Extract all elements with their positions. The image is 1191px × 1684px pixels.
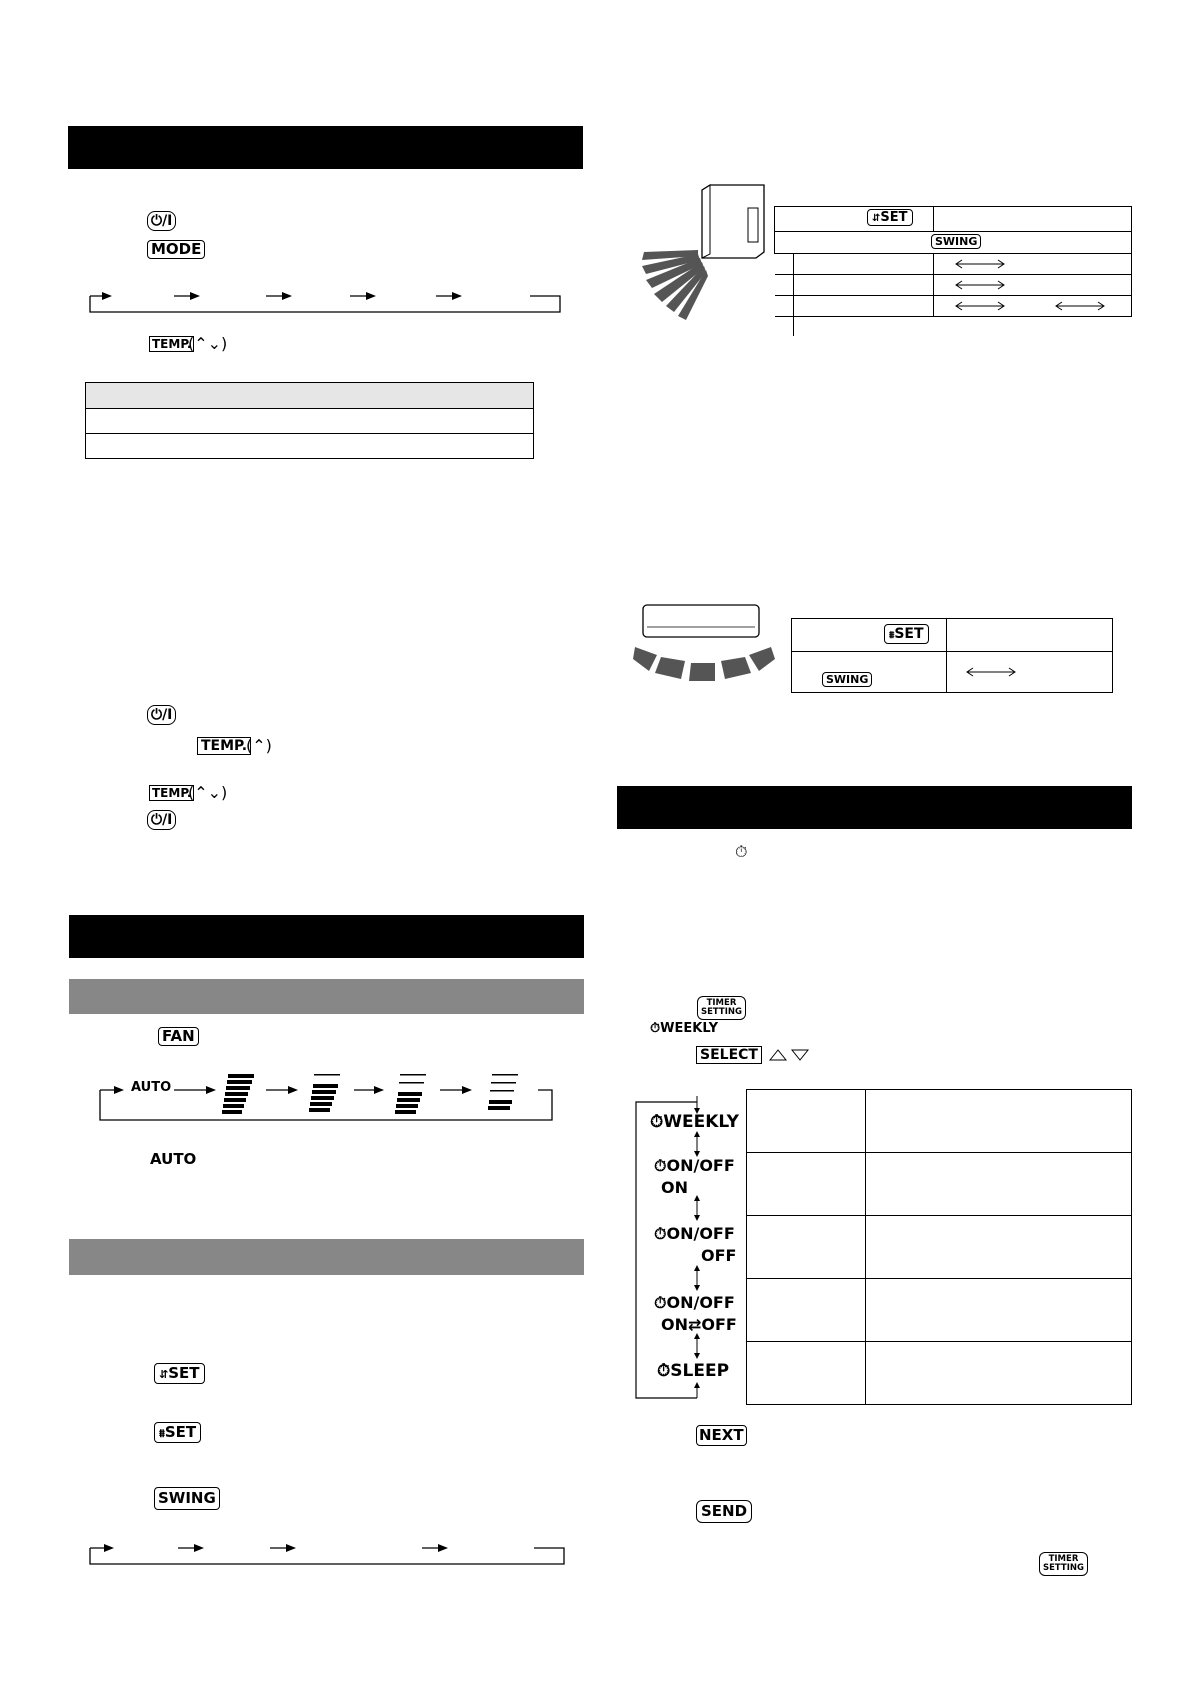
temp-up-down-icon-2: (⌃⌄)	[188, 783, 228, 802]
timer-icon: ⏱	[654, 1156, 667, 1175]
timer-mode-off-sub: OFF	[701, 1246, 737, 1265]
fan-level-low-icon	[488, 1074, 518, 1110]
power-key-3: ⏻/I	[147, 810, 176, 830]
timer-icon: ⏱	[654, 1224, 667, 1243]
fan-level-medium-icon	[395, 1074, 426, 1114]
timer-mode-off: ⏱ON/OFF	[654, 1224, 735, 1243]
fan-key: FAN	[158, 1027, 199, 1046]
vertical-set-key: ⇵SET	[154, 1363, 205, 1384]
section-header-timer	[617, 786, 1132, 829]
timer-mode-weekly: ⏱WEEKLY	[650, 1112, 739, 1132]
timer-icon: ⏱	[657, 1361, 671, 1381]
mode-key: MODE	[147, 240, 205, 259]
timer-mode-on-off-sub: ON⇄OFF	[661, 1315, 737, 1334]
send-key: SEND	[696, 1500, 752, 1523]
fan-level-medium-high-icon	[309, 1074, 340, 1112]
timer-setting-key: TIMER SETTING	[697, 996, 746, 1020]
swing-range-arrow	[963, 666, 1019, 678]
fan-auto-note: AUTO	[150, 1150, 197, 1168]
vertical-airflow-icon: ⇵	[872, 213, 881, 224]
timer-mode-on-off: ⏱ON/OFF	[654, 1293, 735, 1312]
wall-unit-illustration	[633, 603, 776, 683]
timer-icon: ⏱	[650, 1021, 661, 1036]
swing-range-arrow	[952, 279, 1008, 291]
timer-mode-on: ⏱ON/OFF	[654, 1156, 735, 1175]
section-header-operation	[68, 126, 583, 169]
vertical-swing-table	[774, 206, 1132, 317]
select-key: SELECT	[696, 1046, 762, 1064]
swing-key: SWING	[154, 1487, 220, 1510]
temp-key: TEMP.	[149, 336, 194, 352]
fan-auto-label: AUTO	[131, 1080, 172, 1095]
timer-mode-cycle-frame	[634, 1096, 699, 1402]
timer-icon: ⏱	[654, 1293, 667, 1312]
temp-key-3: TEMP.	[149, 785, 194, 801]
swing-range-arrow	[1052, 300, 1108, 312]
horizontal-set-key: ⩩SET	[154, 1422, 201, 1443]
next-key: NEXT	[696, 1425, 747, 1446]
up-down-triangles-icon	[768, 1048, 810, 1062]
power-key-2: ⏻/I	[147, 705, 176, 725]
timer-icon: ⏱	[735, 842, 748, 861]
timer-mode-on-sub: ON	[661, 1178, 688, 1197]
fan-level-high-icon	[222, 1074, 254, 1114]
swing-range-arrow	[952, 258, 1008, 270]
horizontal-airflow-icon: ⩩	[159, 1427, 165, 1440]
floor-unit-illustration	[640, 182, 765, 322]
subheader-airflow	[69, 1239, 584, 1275]
weekly-indicator: ⏱WEEKLY	[650, 1021, 718, 1036]
swing-range-arrow	[952, 300, 1008, 312]
horizontal-swing-table	[791, 618, 1113, 693]
power-key: ⏻/I	[147, 211, 176, 231]
subheader-fan-speed	[69, 979, 584, 1014]
temp-up-icon: (⌃)	[246, 736, 272, 755]
temp-key-2: TEMP.	[197, 737, 251, 755]
timer-setting-key-2: TIMER SETTING	[1039, 1552, 1088, 1576]
vertical-airflow-icon: ⇵	[159, 1368, 169, 1381]
swing-key-table-2: SWING	[822, 672, 872, 687]
vertical-set-key-table: ⇵SET	[867, 209, 913, 226]
temperature-table	[85, 382, 534, 459]
timer-icon: ⏱	[650, 1112, 664, 1132]
section-header-fan	[69, 915, 584, 958]
timer-mode-table	[746, 1089, 1132, 1405]
temp-up-down-icon: (⌃⌄)	[188, 334, 228, 353]
swing-cycle-diagram	[88, 1540, 566, 1566]
timer-mode-sleep: ⏱SLEEP	[657, 1361, 730, 1381]
mode-cycle-diagram	[88, 288, 562, 314]
horizontal-set-key-table: ⩩SET	[884, 624, 929, 644]
swing-key-table: SWING	[931, 234, 981, 249]
horizontal-airflow-icon: ⩩	[889, 630, 895, 641]
